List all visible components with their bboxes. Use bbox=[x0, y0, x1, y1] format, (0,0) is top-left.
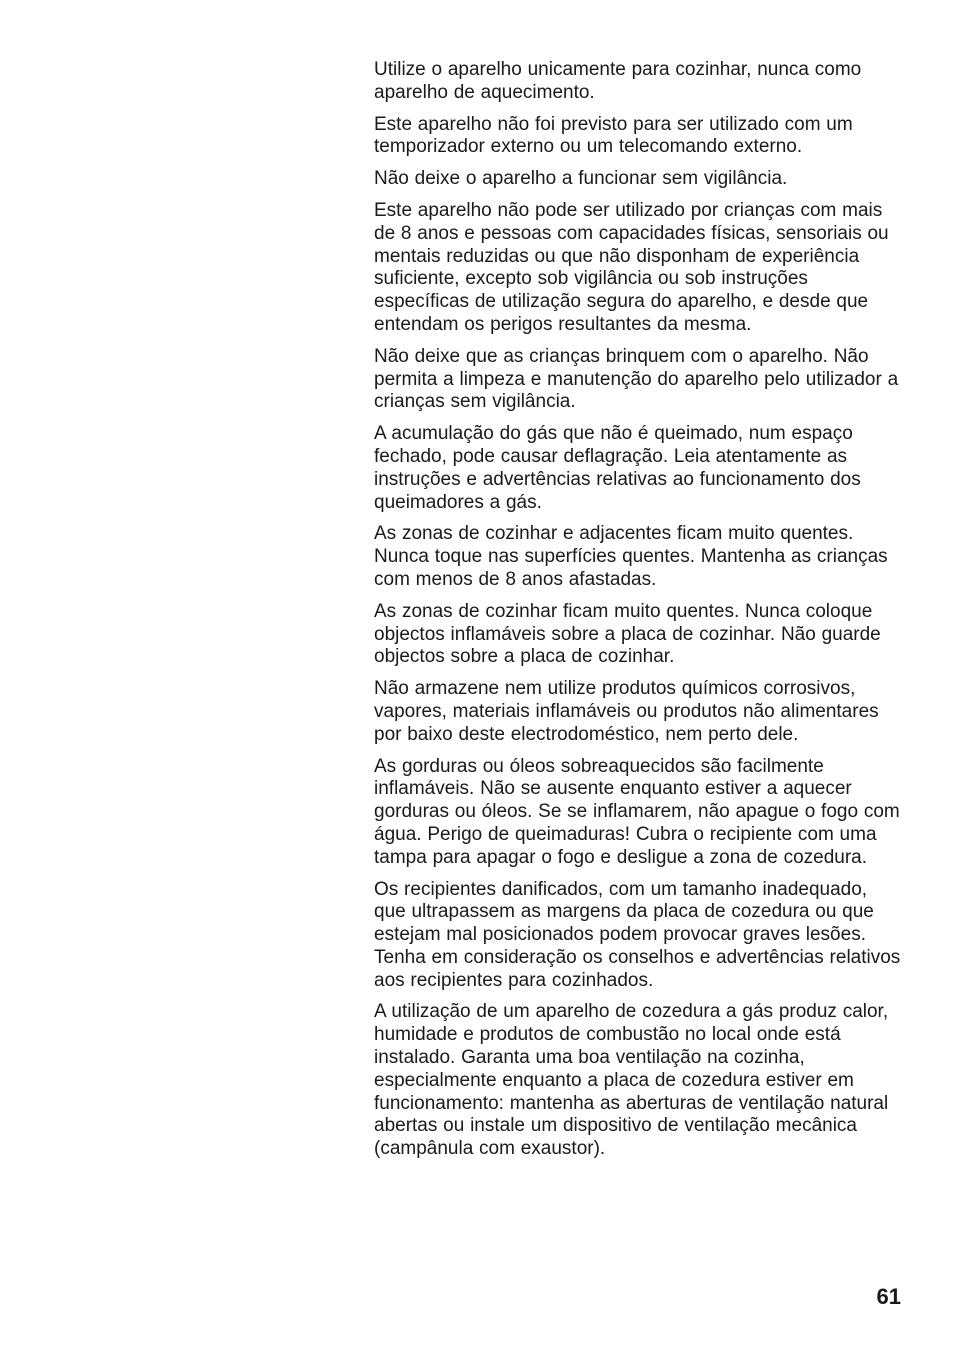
paragraph-external-timer: Este aparelho não foi previsto para ser utilizado com um temporizador externo ou um telecomando externo. bbox=[374, 113, 853, 158]
page-number: 61 bbox=[876, 1284, 901, 1309]
paragraph-children-capabilities: Este aparelho não pode ser utilizado por crianças com mais de 8 anos e pessoas com capacidades físicas, sensoriais ou mentais reduzidas ou que não disponham de experiência suficiente, excepto sob vigilância ou sob instruções específicas de utilização segura do aparelho, e desde que entendam os perigos resultantes da mesma. bbox=[374, 199, 889, 335]
paragraph-cooking-only: Utilize o aparelho unicamente para cozinhar, nunca como aparelho de aquecimento. bbox=[374, 59, 862, 103]
paragraph-fats-oils: As gorduras ou óleos sobreaquecidos são facilmente inflamáveis. Não se ausente enquanto estiver a aquecer gorduras ou óleos. Se se inflamarem, não apague o fogo com água. Perigo de queimaduras! Cubra o recipiente com uma tampa para apagar o fogo e desligue a zona de cozedura. bbox=[374, 755, 900, 868]
paragraph-children-play: Não deixe que as crianças brinquem com o aparelho. Não permita a limpeza e manutenção do aparelho pelo utilizador a crianças sem vigilância. bbox=[374, 345, 899, 413]
paragraph-ventilation: A utilização de um aparelho de cozedura a gás produz calor, humidade e produtos de combustão no local onde está instalado. Garanta uma boa ventilação na cozinha, especialmente enquanto a placa de cozedura estiver em funcionamento: mantenha as aberturas de ventilação natural abertas ou instale um dispositivo de ventilação mecânica (campânula com exaustor). bbox=[374, 1001, 889, 1160]
paragraph-supervision: Não deixe o aparelho a funcionar sem vigilância. bbox=[374, 168, 788, 190]
paragraph-gas-accumulation: A acumulação do gás que não é queimado, num espaço fechado, pode causar deflagração. Leia atentamente as instruções e advertências relativas ao funcionamento dos queimadores a gás. bbox=[374, 423, 861, 513]
paragraph-hot-zones: As zonas de cozinhar e adjacentes ficam muito quentes. Nunca toque nas superfícies quentes. Mantenha as crianças com menos de 8 anos afastadas. bbox=[374, 523, 888, 590]
safety-instructions bbox=[374, 59, 904, 1170]
paragraph-chemicals: Não armazene nem utilize produtos químicos corrosivos, vapores, materiais inflamáveis ou produtos não alimentares por baixo deste electrodoméstico, nem perto dele. bbox=[374, 678, 879, 745]
paragraph-damaged-cookware: Os recipientes danificados, com um tamanho inadequado, que ultrapassem as margens da placa de cozedura ou que estejam mal posicionados podem provocar graves lesões. Tenha em consideração os conselhos e advertências relativos aos recipientes para cozinhados. bbox=[374, 878, 901, 991]
paragraph-flammable-objects: As zonas de cozinhar ficam muito quentes. Nunca coloque objectos inflamáveis sobre a placa de cozinhar. Não guarde objectos sobre a placa de cozinhar. bbox=[374, 600, 881, 668]
